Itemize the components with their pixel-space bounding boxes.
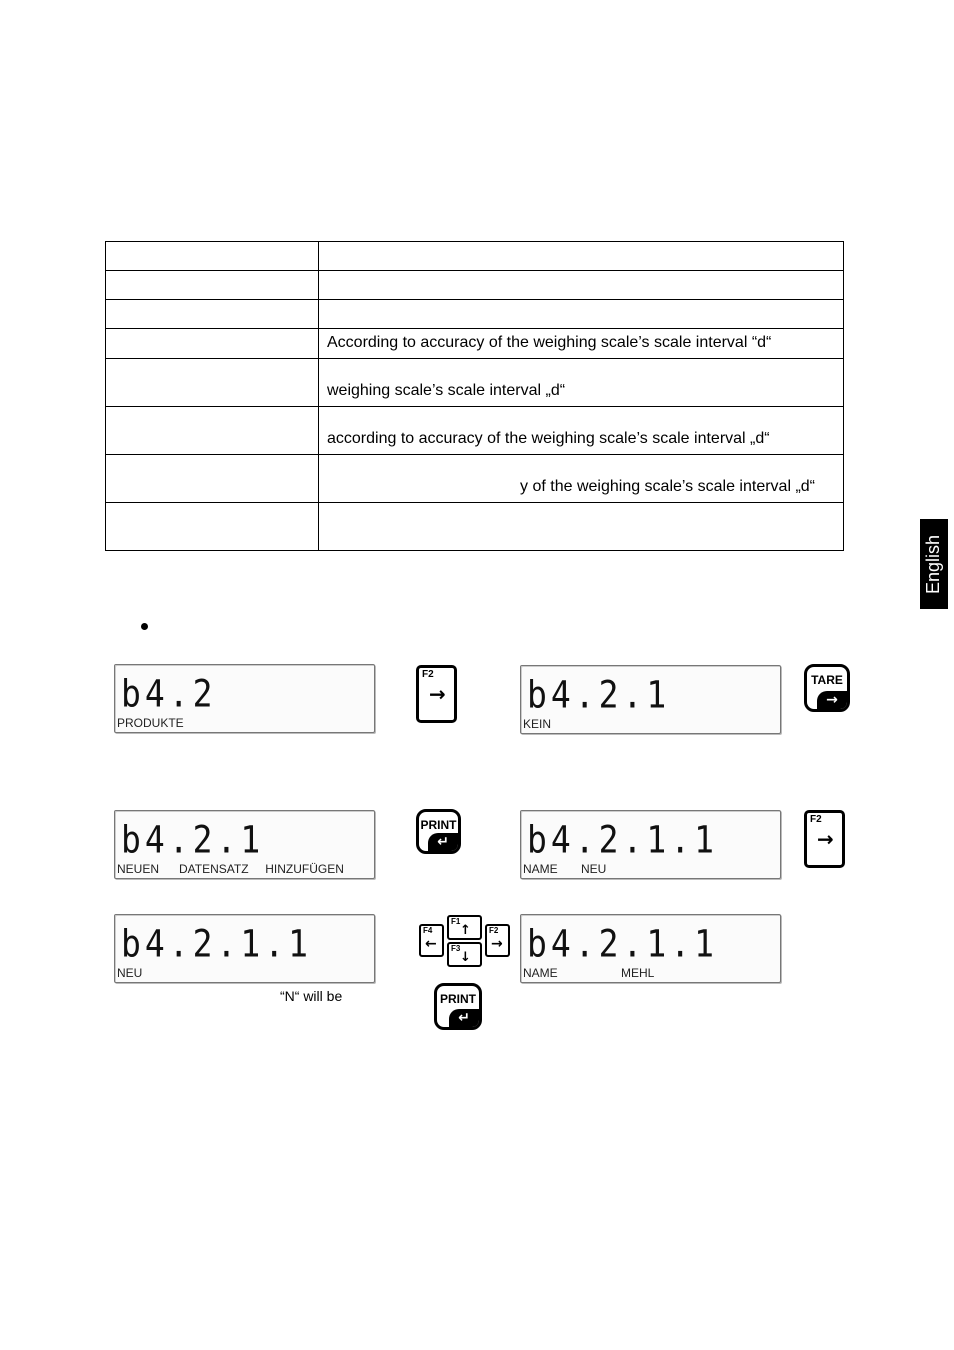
table-cell bbox=[106, 455, 319, 503]
lcd-display bbox=[520, 665, 781, 734]
table-row bbox=[106, 503, 844, 551]
table-cell bbox=[319, 503, 844, 551]
table-cell bbox=[106, 407, 319, 455]
print-key-label: PRINT bbox=[440, 992, 476, 1006]
table-row bbox=[106, 242, 844, 271]
table-cell: According to accuracy of the weighing scale’s scale interval “d“ bbox=[319, 329, 844, 359]
table-cell bbox=[106, 503, 319, 551]
arrow-right-icon: → bbox=[491, 936, 503, 952]
lcd-label: NEU bbox=[117, 966, 143, 980]
arrow-right-icon: → bbox=[817, 827, 834, 851]
f3-key-label: F3 bbox=[451, 944, 461, 953]
table-row bbox=[106, 271, 844, 300]
table-cell: according to accuracy of the weighing scale’s scale interval „d“ bbox=[319, 407, 844, 455]
f1-key[interactable] bbox=[447, 915, 482, 940]
table-cell bbox=[106, 242, 319, 271]
f2-key[interactable] bbox=[416, 665, 457, 723]
table-cell bbox=[319, 242, 844, 271]
table-cell bbox=[319, 271, 844, 300]
lcd-display bbox=[114, 810, 375, 879]
lcd-display bbox=[520, 914, 781, 983]
table-cell bbox=[106, 359, 319, 407]
enter-icon: ↵ bbox=[449, 1009, 479, 1027]
lcd-code: b4.2.1 bbox=[121, 818, 265, 862]
f2-key[interactable] bbox=[804, 810, 845, 868]
f1-key-label: F1 bbox=[451, 917, 461, 926]
lcd-code: b4.2.1 bbox=[527, 673, 671, 717]
table-cell bbox=[106, 271, 319, 300]
arrow-right-icon: → bbox=[817, 691, 847, 709]
table-cell bbox=[319, 300, 844, 329]
lcd-label: KEIN bbox=[523, 717, 552, 731]
f2-key-label: F2 bbox=[810, 814, 822, 825]
lcd-code: b4.2.1.1 bbox=[527, 922, 718, 966]
arrow-left-icon: ← bbox=[425, 936, 437, 952]
lcd-display bbox=[520, 810, 781, 879]
table-cell: y of the weighing scale’s scale interval „d“ bbox=[319, 455, 844, 503]
f3-key[interactable] bbox=[447, 942, 482, 967]
settings-table bbox=[105, 241, 844, 551]
lcd-display bbox=[114, 664, 375, 733]
table-row bbox=[106, 455, 844, 503]
lcd-label: NEUEN DATENSATZ HINZUFÜGEN bbox=[117, 862, 344, 876]
table-cell bbox=[106, 300, 319, 329]
table-cell bbox=[106, 329, 319, 359]
f2-key-label: F2 bbox=[489, 926, 499, 935]
f4-key[interactable] bbox=[419, 924, 444, 957]
enter-icon: ↵ bbox=[428, 833, 458, 851]
lcd-code: b4.2 bbox=[121, 672, 217, 716]
language-tab bbox=[920, 519, 948, 609]
lcd-code: b4.2.1.1 bbox=[121, 922, 312, 966]
lcd-code: b4.2.1.1 bbox=[527, 818, 718, 862]
tare-key-label: TARE bbox=[811, 673, 843, 687]
table-row bbox=[106, 407, 844, 455]
f2-key-label: F2 bbox=[422, 669, 434, 680]
print-key-label: PRINT bbox=[420, 818, 457, 832]
lcd-label: NAME MEHL bbox=[523, 966, 655, 980]
lcd-display bbox=[114, 914, 375, 983]
arrow-down-icon: ↓ bbox=[460, 950, 471, 965]
print-key[interactable] bbox=[416, 809, 461, 854]
lcd-label: NAME NEU bbox=[523, 862, 607, 876]
table-row bbox=[106, 329, 844, 359]
f2-key[interactable] bbox=[485, 924, 510, 957]
arrow-right-icon: → bbox=[429, 682, 446, 706]
f4-key-label: F4 bbox=[423, 926, 433, 935]
table-row bbox=[106, 359, 844, 407]
arrow-up-icon: ↑ bbox=[460, 923, 471, 938]
table-cell: weighing scale’s scale interval „d“ bbox=[319, 359, 844, 407]
table-row bbox=[106, 300, 844, 329]
language-tab-label: English bbox=[923, 534, 944, 594]
print-key[interactable] bbox=[434, 983, 482, 1030]
bullet-point bbox=[141, 623, 148, 630]
caption-text: “N“ will be bbox=[280, 988, 343, 1004]
lcd-label: PRODUKTE bbox=[117, 716, 184, 730]
tare-key[interactable] bbox=[804, 664, 850, 712]
